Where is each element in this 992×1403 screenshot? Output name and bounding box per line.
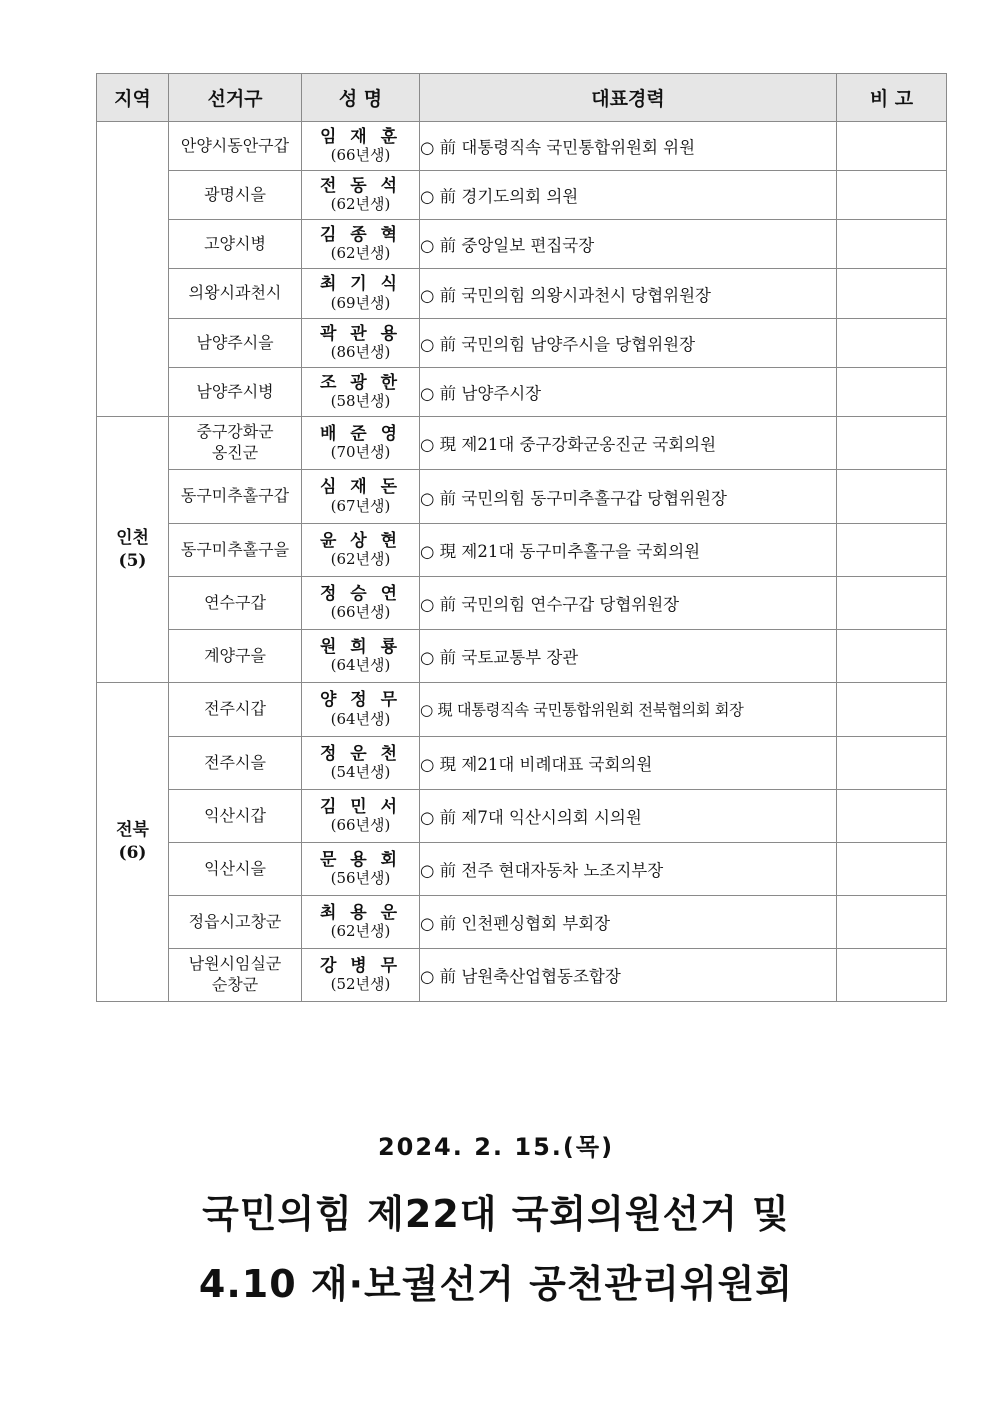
birth-year: (62년생): [330, 244, 391, 263]
table-row: [97, 630, 947, 683]
career-cell: ○ 現 제21대 동구미추홀구을 국회의원: [420, 524, 837, 577]
table-row: [97, 843, 947, 896]
district-cell: 전주시을: [169, 737, 302, 790]
table-row: [97, 470, 947, 524]
career-cell: ○ 前 국민의힘 남양주시을 당협위원장: [420, 319, 837, 368]
birth-year: (56년생): [330, 869, 391, 888]
table-row: [97, 220, 947, 269]
career-cell: ○ 前 제7대 익산시의회 시의원: [420, 790, 837, 843]
candidate-name: 조 광 한: [319, 372, 402, 393]
table-row: [97, 683, 947, 737]
name-cell: [302, 577, 420, 630]
district-cell: 안양시동안구갑: [169, 122, 302, 171]
career-cell: ○ 前 대통령직속 국민통합위원회 위원: [420, 122, 837, 171]
region-cell: [97, 122, 169, 417]
birth-year: (64년생): [330, 656, 391, 675]
name-cell: [302, 896, 420, 949]
birth-year: (58년생): [330, 392, 391, 411]
table-row: [97, 319, 947, 368]
career-cell: ○ 現 제21대 비례대표 국회의원: [420, 737, 837, 790]
district-cell: 정읍시고창군: [169, 896, 302, 949]
note-cell: [837, 470, 947, 524]
header-row: [97, 74, 947, 122]
table-row: [97, 737, 947, 790]
birth-year: (66년생): [330, 603, 391, 622]
name-cell: [302, 737, 420, 790]
name-cell: [302, 368, 420, 417]
district-cell: 연수구갑: [169, 577, 302, 630]
header-career: 대표경력: [420, 74, 837, 122]
birth-year: (62년생): [330, 195, 391, 214]
header-note: 비 고: [837, 74, 947, 122]
note-cell: [837, 630, 947, 683]
candidate-name: 원 희 룡: [319, 636, 402, 657]
region-cell: 전북 (6): [97, 683, 169, 1002]
district-cell: 동구미추홀구을: [169, 524, 302, 577]
table-row: [97, 171, 947, 220]
district-cell: 익산시갑: [169, 790, 302, 843]
district-cell: 동구미추홀구갑: [169, 470, 302, 524]
name-cell: [302, 524, 420, 577]
candidate-name: 심 재 돈: [319, 477, 402, 498]
committee-name-line-1: 국민의힘 제22대 국회의원선거 및: [202, 1192, 790, 1236]
name-cell: [302, 470, 420, 524]
candidate-name: 정 승 연: [319, 583, 402, 604]
district-cell: 남원시임실군 순창군: [169, 949, 302, 1002]
note-cell: [837, 524, 947, 577]
note-cell: [837, 269, 947, 319]
note-cell: [837, 417, 947, 470]
note-cell: [837, 368, 947, 417]
table-row: [97, 577, 947, 630]
committee-name-line-2: 4.10 재·보궐선거 공천관리위원회: [198, 1262, 794, 1306]
birth-year: (86년생): [330, 343, 391, 362]
table-body: [97, 122, 947, 1002]
career-cell: ○ 前 남양주시장: [420, 368, 837, 417]
name-cell: [302, 683, 420, 737]
note-cell: [837, 949, 947, 1002]
career-cell: ○ 現 대통령직속 국민통합위원회 전북협의회 회장: [420, 683, 837, 737]
name-cell: [302, 949, 420, 1002]
career-cell: ○ 前 국민의힘 연수구갑 당협위원장: [420, 577, 837, 630]
candidate-name: 배 준 영: [319, 423, 402, 444]
career-cell: ○ 現 제21대 중구강화군옹진군 국회의원: [420, 417, 837, 470]
candidate-name: 양 정 무: [319, 690, 402, 711]
note-cell: [837, 319, 947, 368]
note-cell: [837, 790, 947, 843]
table-row: [97, 949, 947, 1002]
name-cell: [302, 843, 420, 896]
candidate-table: [96, 73, 947, 1002]
candidate-name: 최 용 운: [319, 902, 402, 923]
note-cell: [837, 683, 947, 737]
birth-year: (62년생): [330, 550, 391, 569]
table-row: [97, 269, 947, 319]
candidate-name: 문 용 회: [319, 849, 402, 870]
announcement-date: 2024. 2. 15.(목): [377, 1133, 615, 1161]
career-cell: ○ 前 경기도의회 의원: [420, 171, 837, 220]
career-cell: ○ 前 국민의힘 동구미추홀구갑 당협위원장: [420, 470, 837, 524]
district-cell: 중구강화군 옹진군: [169, 417, 302, 470]
candidate-name: 전 동 석: [319, 175, 402, 196]
district-cell: 고양시병: [169, 220, 302, 269]
district-cell: 광명시을: [169, 171, 302, 220]
name-cell: [302, 319, 420, 368]
table-row: [97, 790, 947, 843]
district-cell: 남양주시을: [169, 319, 302, 368]
note-cell: [837, 896, 947, 949]
birth-year: (69년생): [330, 293, 391, 312]
candidate-name: 강 병 무: [319, 955, 402, 976]
table-row: [97, 524, 947, 577]
candidate-name: 최 기 식: [319, 274, 402, 295]
name-cell: [302, 269, 420, 319]
candidate-name: 곽 관 용: [319, 323, 402, 344]
district-cell: 의왕시과천시: [169, 269, 302, 319]
table-row: [97, 122, 947, 171]
table-row: [97, 417, 947, 470]
note-cell: [837, 843, 947, 896]
birth-year: (66년생): [330, 146, 391, 165]
note-cell: [837, 577, 947, 630]
note-cell: [837, 122, 947, 171]
district-cell: 남양주시병: [169, 368, 302, 417]
district-cell: 계양구을: [169, 630, 302, 683]
note-cell: [837, 220, 947, 269]
header-district: 선거구: [169, 74, 302, 122]
birth-year: (70년생): [330, 443, 391, 462]
name-cell: [302, 417, 420, 470]
career-cell: ○ 前 국민의힘 의왕시과천시 당협위원장: [420, 269, 837, 319]
district-cell: 익산시을: [169, 843, 302, 896]
name-cell: [302, 790, 420, 843]
career-cell: ○ 前 중앙일보 편집국장: [420, 220, 837, 269]
candidate-name: 윤 상 현: [319, 530, 402, 551]
header-region: 지역: [97, 74, 169, 122]
candidate-name: 김 종 혁: [319, 224, 402, 245]
region-cell: 인천 (5): [97, 417, 169, 683]
candidate-name: 정 운 천: [319, 743, 402, 764]
note-cell: [837, 171, 947, 220]
career-cell: ○ 前 전주 현대자동차 노조지부장: [420, 843, 837, 896]
career-cell: ○ 前 국토교통부 장관: [420, 630, 837, 683]
birth-year: (64년생): [330, 709, 391, 728]
name-cell: [302, 220, 420, 269]
table-row: [97, 368, 947, 417]
birth-year: (62년생): [330, 922, 391, 941]
birth-year: (54년생): [330, 763, 391, 782]
district-cell: 전주시갑: [169, 683, 302, 737]
birth-year: (66년생): [330, 816, 391, 835]
header-name: 성 명: [302, 74, 420, 122]
candidate-name: 임 재 훈: [319, 126, 402, 147]
candidate-name: 김 민 서: [319, 796, 402, 817]
name-cell: [302, 630, 420, 683]
name-cell: [302, 122, 420, 171]
name-cell: [302, 171, 420, 220]
note-cell: [837, 737, 947, 790]
career-cell: ○ 前 남원축산업협동조합장: [420, 949, 837, 1002]
birth-year: (52년생): [330, 975, 391, 994]
birth-year: (67년생): [330, 496, 391, 515]
career-cell: ○ 前 인천펜싱협회 부회장: [420, 896, 837, 949]
table-row: [97, 896, 947, 949]
